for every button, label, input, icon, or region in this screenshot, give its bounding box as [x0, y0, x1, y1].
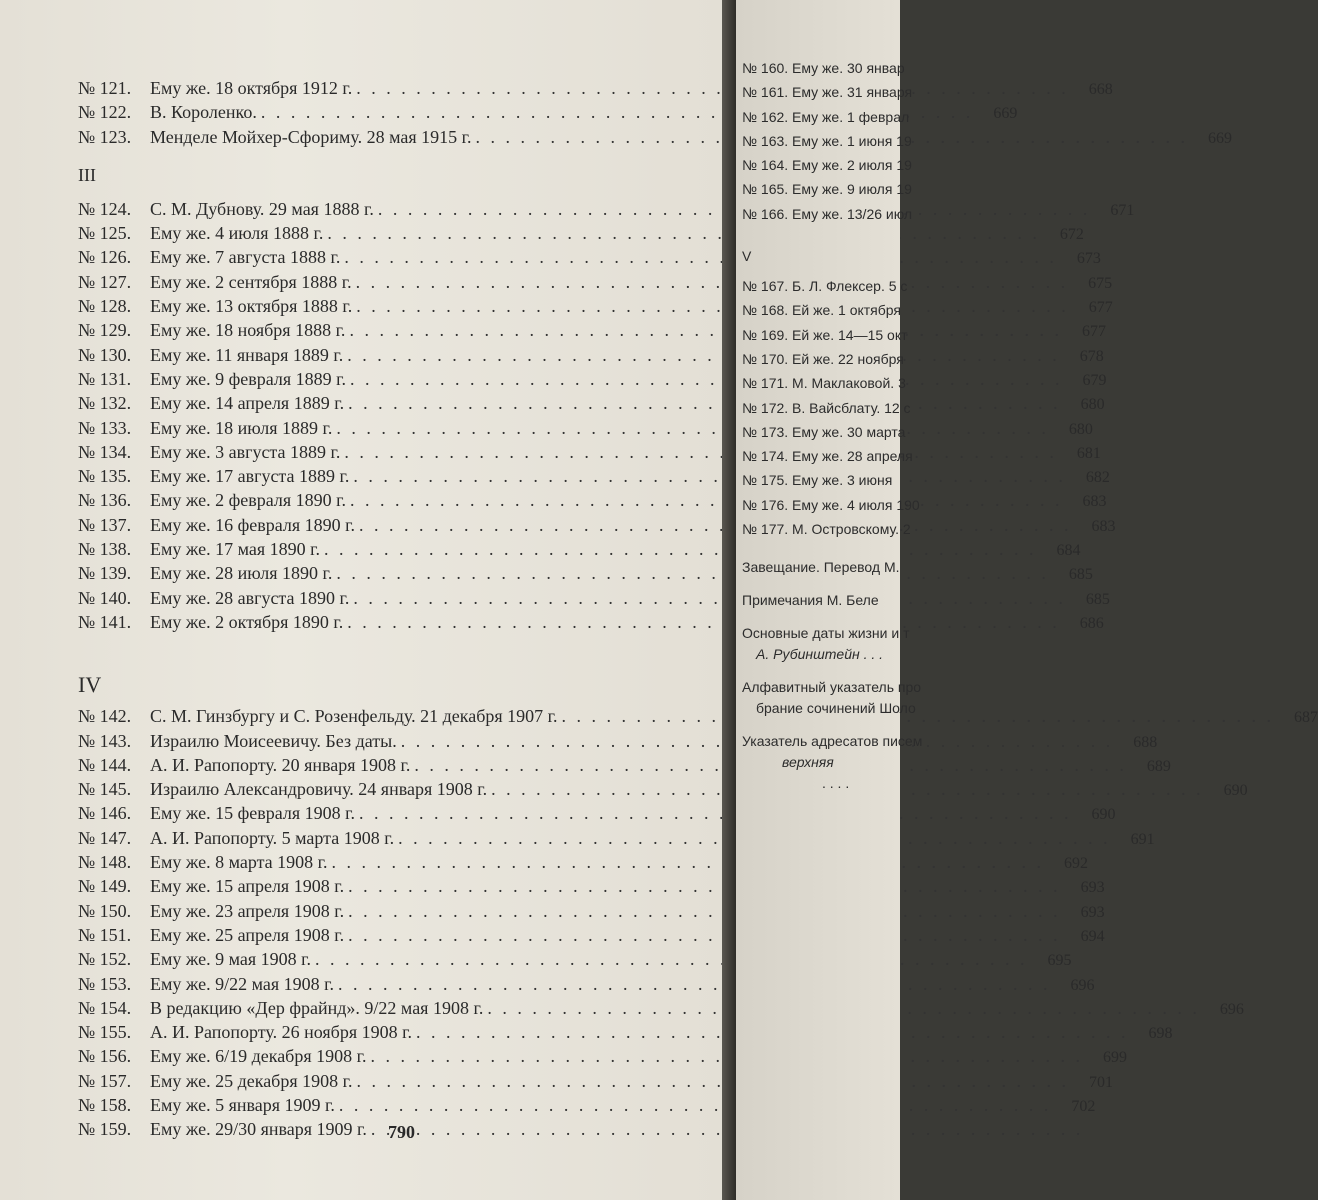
toc-entry	[78, 223, 1084, 247]
entry-title: Ему же. 15 апреля 1908 г.	[150, 876, 345, 897]
entry-page: 699	[1102, 1049, 1127, 1067]
dot-leader	[562, 706, 1275, 727]
entry-number: № 130.	[78, 344, 132, 365]
toc-entry	[78, 803, 1116, 827]
entry-title: Ему же. 23 апреля 1908 г.	[150, 900, 345, 921]
toc-entry	[78, 924, 1105, 949]
entry-number: № 122.	[78, 102, 132, 123]
right-toc-line: № 163. Ему же. 1 июня 19	[742, 132, 912, 149]
dot-leader	[353, 588, 1066, 609]
right-toc-line: № 174. Ему же. 28 апреля	[742, 448, 913, 465]
entry-number: № 129.	[78, 320, 132, 341]
entry-title: А. И. Рапопорту. 20 января 1908 г.	[150, 754, 411, 775]
entry-number: № 126.	[78, 247, 132, 268]
section-v-title: V	[742, 248, 752, 265]
entry-number: № 148.	[78, 852, 132, 873]
entry-title: Израилю Александровичу. 24 января 1908 г.	[150, 779, 488, 800]
entry-page: 669	[1208, 129, 1233, 147]
section-iii-title: III	[78, 164, 96, 185]
entry-title: Ему же. 25 апреля 1908 г.	[150, 924, 345, 945]
entry-number: № 135.	[78, 466, 132, 487]
entry-number: № 138.	[78, 539, 132, 560]
dot-leader	[348, 393, 1061, 414]
entry-number: № 143.	[78, 730, 132, 751]
entry-number: № 127.	[78, 271, 132, 292]
entry-number: № 134.	[78, 441, 132, 462]
entry-number: № 154.	[78, 997, 132, 1018]
entry-number: № 147.	[78, 827, 132, 848]
dot-leader	[327, 223, 1040, 244]
dot-leader	[324, 539, 1037, 560]
entry-page: 694	[1080, 927, 1105, 945]
entry-title: А. И. Рапопорту. 26 ноября 1908 г.	[150, 1022, 412, 1043]
entry-page: 678	[1079, 347, 1104, 365]
section-iv-title: IV	[78, 672, 102, 698]
right-toc-line: № 176. Ему же. 4 июля 190	[742, 496, 920, 513]
index-line-2: брание сочинений Шоло	[756, 700, 916, 717]
toc-entry	[78, 1070, 1113, 1095]
entry-page: 698	[1148, 1025, 1173, 1043]
entry-title: Ему же. 18 ноября 1888 г.	[150, 320, 346, 341]
entry-number: № 155.	[78, 1022, 132, 1043]
entry-title: Ему же. 17 мая 1890 г.	[150, 539, 320, 560]
toc-entry	[78, 1046, 1127, 1070]
index-line-1: Алфавитный указатель про	[742, 679, 922, 696]
entry-page: 689	[1146, 757, 1171, 775]
entry-page: 688	[1133, 733, 1158, 751]
entry-title: Ему же. 17 августа 1889 г.	[150, 466, 350, 487]
entry-number: № 150.	[78, 900, 132, 921]
entry-page: 693	[1080, 879, 1105, 897]
entry-title: Израилю Моисеевичу. Без даты.	[150, 730, 397, 751]
entry-number: № 132.	[78, 393, 132, 414]
entry-number: № 145.	[78, 779, 132, 800]
right-toc-line: № 173. Ему же. 30 марта	[742, 423, 906, 440]
entry-title: В редакцию «Дер фрайнд». 9/22 мая 1908 г.	[150, 997, 484, 1018]
index-entry	[742, 677, 922, 719]
toc-entry	[78, 973, 1095, 998]
addressees-line-2: верхняя	[782, 754, 834, 771]
entry-number: № 157.	[78, 1070, 132, 1091]
entry-title: Ему же. 3 августа 1889 г.	[150, 441, 341, 462]
dot-leader	[359, 803, 1072, 824]
entry-page: 695	[1047, 952, 1072, 970]
entry-page: 677	[1081, 323, 1106, 341]
entry-number: № 153.	[78, 973, 132, 994]
toc-entry	[78, 827, 1155, 852]
right-toc-line: № 175. Ему же. 3 июня	[742, 472, 893, 489]
right-toc-line: № 164. Ему же. 2 июля 19	[742, 157, 912, 174]
entry-title: Ему же. 29/30 января 1909 г.	[150, 1119, 367, 1140]
toc-entry	[78, 539, 1081, 563]
dot-leader	[347, 612, 1060, 633]
dates-line-2: А. Рубинштейн . . .	[756, 646, 884, 663]
dot-leader	[349, 320, 1062, 341]
addressees-line-1: Указатель адресатов писем	[742, 733, 923, 750]
will-entry: Завещание. Перевод М.	[742, 559, 900, 576]
toc-entry	[78, 949, 1072, 973]
entry-page: 669	[993, 105, 1018, 123]
entry-number: № 149.	[78, 876, 132, 897]
entry-title: С. М. Гинзбургу и С. Розенфельду. 21 декабря 1907 г.	[150, 706, 558, 727]
entry-number: № 131.	[78, 368, 132, 389]
dot-leader	[339, 1095, 1052, 1116]
entry-page: 682	[1085, 469, 1110, 487]
dot-leader	[336, 418, 1049, 439]
entry-number: № 152.	[78, 949, 132, 970]
entry-page: 685	[1085, 590, 1110, 608]
entry-title: Ему же. 11 января 1889 г.	[150, 344, 344, 365]
book-spine	[722, 0, 736, 1200]
entry-title: Ему же. 2 октября 1890 г.	[150, 611, 344, 632]
entry-number: № 137.	[78, 514, 132, 535]
entry-number: № 136.	[78, 490, 132, 511]
right-toc-line: № 162. Ему же. 1 феврал	[742, 108, 910, 125]
right-toc-line: № 170. Ей же. 22 ноября	[742, 350, 904, 367]
dates-entry	[742, 623, 912, 665]
right-contents-column	[742, 60, 923, 794]
entry-number: № 151.	[78, 924, 132, 945]
right-toc-line: № 160. Ему же. 30 январ	[742, 60, 905, 76]
entry-title: Ему же. 7 августа 1888 г.	[150, 247, 341, 268]
dot-leader	[338, 974, 1051, 995]
toc-entry	[78, 779, 1248, 803]
toc-entry	[78, 247, 1101, 271]
dot-leader	[344, 247, 1057, 268]
dot-leader	[315, 949, 1028, 970]
entry-title: Ему же. 18 июля 1889 г.	[150, 417, 333, 438]
notes-entry: Примечания М. Беле	[742, 592, 879, 609]
toc-entry	[78, 997, 1244, 1022]
entry-page: 687	[1294, 709, 1318, 727]
entry-number: № 141.	[78, 611, 132, 632]
right-toc-line: № 166. Ему же. 13/26 июл	[742, 205, 913, 222]
dot-leader	[348, 901, 1061, 922]
dot-leader	[356, 78, 1069, 99]
entry-page: 690	[1223, 782, 1248, 800]
dot-leader	[344, 442, 1057, 463]
entry-page: 684	[1056, 542, 1081, 560]
entry-page: 680	[1080, 396, 1105, 414]
entry-title: Ему же. 28 августа 1890 г.	[150, 587, 350, 608]
entry-number: № 146.	[78, 803, 132, 824]
entry-title: В. Короленко.	[150, 102, 257, 123]
entry-number: № 128.	[78, 296, 132, 317]
dot-leader	[356, 296, 1069, 317]
entry-title: Ему же. 8 марта 1908 г.	[150, 852, 328, 873]
entry-page: 685	[1068, 566, 1093, 584]
right-toc-line: № 168. Ей же. 1 октября	[742, 302, 901, 319]
entry-title: С. М. Дубнову. 29 мая 1888 г.	[150, 198, 374, 219]
entry-number: № 139.	[78, 563, 132, 584]
entry-title: Ему же. 15 февраля 1908 г.	[150, 803, 355, 824]
entry-page: 701	[1088, 1073, 1113, 1091]
entry-number: № 156.	[78, 1046, 132, 1067]
page-number: 790	[388, 1122, 415, 1142]
entry-title: Ему же. 2 февраля 1890 г.	[150, 490, 346, 511]
entry-title: Ему же. 9 февраля 1889 г.	[150, 368, 346, 389]
entry-page: 679	[1082, 371, 1107, 389]
right-page	[736, 0, 923, 1200]
dot-leader	[348, 876, 1061, 897]
toc-entry	[78, 1094, 1096, 1119]
right-toc-line: № 167. Б. Л. Флексер. 5 с	[742, 278, 908, 295]
entry-title: Ему же. 6/19 декабря 1908 г.	[150, 1046, 367, 1067]
dates-line-1: Основные даты жизни и т	[742, 625, 910, 642]
toc-entry	[78, 1022, 1173, 1046]
entry-number: № 144.	[78, 754, 132, 775]
right-toc-line: № 169. Ей же. 14—15 окт	[742, 326, 908, 343]
entry-number: № 124.	[78, 198, 132, 219]
entry-number: № 121.	[78, 78, 132, 98]
addressees-line-3: . . . .	[822, 775, 850, 792]
entry-title: Ему же. 16 февраля 1890 г.	[150, 514, 355, 535]
dot-leader	[332, 852, 1045, 873]
entry-page: 680	[1068, 420, 1093, 438]
entry-title: Ему же. 18 октября 1912 г.	[150, 78, 353, 98]
toc-entry	[78, 900, 1105, 925]
entry-number: № 158.	[78, 1094, 132, 1115]
dot-leader	[353, 466, 1066, 487]
entry-page: 702	[1071, 1097, 1096, 1115]
dot-leader	[356, 1071, 1069, 1092]
entry-number: № 140.	[78, 587, 132, 608]
entry-title: А. И. Рапопорту. 5 марта 1908 г.	[150, 827, 395, 848]
entry-page: 681	[1076, 444, 1101, 462]
entry-page: 696	[1219, 1000, 1244, 1018]
dot-leader	[359, 515, 1072, 536]
entry-page: 683	[1091, 517, 1116, 535]
entry-page: 686	[1079, 614, 1104, 632]
dot-leader	[350, 490, 1063, 511]
entry-page: 692	[1064, 855, 1089, 873]
entry-page: 691	[1130, 830, 1155, 848]
entry-page: 683	[1082, 493, 1107, 511]
dot-leader	[356, 272, 1069, 293]
dot-leader	[350, 369, 1063, 390]
entry-title: Ему же. 28 июля 1890 г.	[150, 563, 333, 584]
entry-page: 690	[1091, 806, 1116, 824]
dot-leader	[347, 345, 1060, 366]
entry-number: № 133.	[78, 417, 132, 438]
entry-title: Ему же. 9/22 мая 1908 г.	[150, 973, 334, 994]
toc-entry	[78, 852, 1089, 876]
entry-page: 675	[1088, 274, 1113, 292]
entry-title: Ему же. 14 апреля 1889 г.	[150, 393, 345, 414]
entry-title: Ему же. 13 октября 1888 г.	[150, 296, 353, 317]
entry-title: Ему же. 25 декабря 1908 г.	[150, 1070, 353, 1091]
toc-entry	[78, 1119, 688, 1143]
right-entries-b	[742, 278, 920, 545]
entry-title: Ему же. 9 мая 1908 г.	[150, 949, 311, 970]
entry-title: Ему же. 4 июля 1888 г.	[150, 223, 324, 244]
entry-page: 673	[1076, 250, 1101, 268]
entry-number: № 125.	[78, 223, 132, 244]
entry-page: 672	[1059, 226, 1084, 244]
right-toc-line: № 172. В. Вайсблату. 12 с	[742, 399, 911, 416]
addressees-entry	[742, 731, 923, 794]
entry-page: 668	[1088, 81, 1113, 98]
entry-page: 693	[1080, 903, 1105, 921]
dot-leader	[348, 925, 1061, 946]
toc-entry	[78, 876, 1105, 900]
right-toc-line: № 161. Ему же. 31 января	[742, 84, 913, 101]
entry-number: № 142.	[78, 706, 132, 727]
entry-page: 696	[1070, 976, 1095, 994]
right-entries-a	[742, 60, 912, 230]
entry-number: № 159.	[78, 1119, 132, 1140]
entry-number: № 123.	[78, 126, 132, 147]
right-toc-line: № 165. Ему же. 9 июля 19	[742, 181, 912, 198]
entry-title: Менделе Мойхер-Сфориму. 28 мая 1915 г.	[150, 126, 472, 147]
entry-title: Ему же. 5 января 1909 г.	[150, 1094, 335, 1115]
right-toc-line: № 171. М. Маклаковой. 3	[742, 375, 906, 392]
entry-title: Ему же. 2 сентября 1888 г.	[150, 271, 352, 292]
entry-page: 677	[1088, 299, 1113, 317]
right-toc-line: № 177. М. Островскому. 2	[742, 521, 911, 538]
dot-leader	[336, 563, 1049, 584]
entry-page: 671	[1110, 201, 1135, 219]
